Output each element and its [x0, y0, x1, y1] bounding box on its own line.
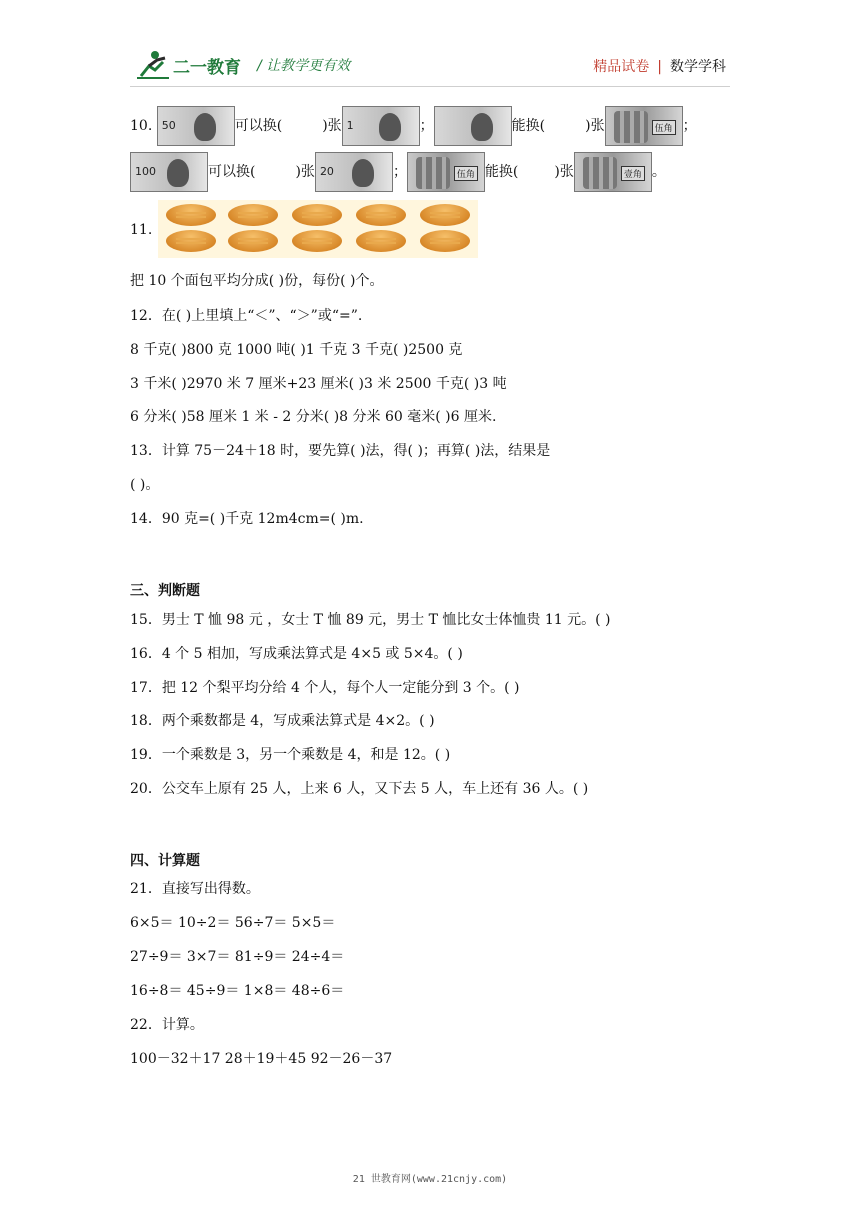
q19-text: 19．一个乘数是 3，另一个乘数是 4，和是 12。( ): [130, 747, 451, 763]
section-calculation-title: 四、计算题: [130, 853, 200, 869]
bread-icon: [292, 204, 342, 226]
section-judgement-title: 三、判断题: [130, 583, 200, 599]
q20-text: 20．公交车上原有 25 人，上来 6 人，又下去 5 人，车上还有 36 人。( ): [130, 781, 589, 797]
q14-text: 14．90 克=( )千克 12m4cm=( )m.: [130, 511, 364, 527]
bread-icon: [228, 230, 278, 252]
q10-number: 10.: [130, 118, 153, 134]
q10-text: ；: [419, 118, 434, 134]
header-right: [593, 56, 726, 76]
q21-row-3: 16÷8＝ 45÷9＝ 1×8＝ 48÷6＝: [130, 983, 345, 999]
q18-text: 18．两个乘数都是 4，写成乘法算式是 4×2。( ): [130, 713, 435, 729]
note-value: 壹角: [621, 166, 645, 181]
header-tag-premium: 精品试卷: [593, 59, 650, 75]
q10-text: 可以换(: [208, 164, 256, 180]
bread-icon: [356, 230, 406, 252]
q10-text: ；: [682, 118, 697, 134]
bread-image: [158, 200, 478, 258]
banknote-50-yuan: [157, 106, 235, 146]
q12-row-3: 6 分米( )58 厘米 1 米 - 2 分米( )8 分米 60 毫米( )6 厘米.: [130, 409, 497, 425]
banknote-5-jiao: [605, 106, 683, 146]
q10-line-1: [130, 106, 697, 146]
bread-icon: [228, 204, 278, 226]
bread-icon: [356, 204, 406, 226]
logo-text: 二一教育: [173, 57, 241, 78]
q22-row: 100－32＋17 28＋19＋45 92－26－37: [130, 1051, 393, 1067]
bread-icon: [420, 204, 470, 226]
banknote-1-jiao: [574, 152, 652, 192]
q21-title: 21．直接写出得数。: [130, 881, 260, 897]
q21-row-1: 6×5＝ 10÷2＝ 56÷7＝ 5×5＝: [130, 915, 336, 931]
q13-line-1: 13．计算 75－24＋18 时，要先算( )法，得( )；再算( )法，结果是: [130, 443, 551, 459]
header-subject: 数学学科: [670, 59, 726, 75]
q10-text: 能换(: [484, 164, 519, 180]
q10-text: 可以换(: [234, 118, 283, 134]
q15-text: 15．男士 T 恤 98 元 ，女士 T 恤 89 元，男士 T 恤比女士体恤贵 11 元。( ): [130, 612, 611, 628]
q10-line-2: [130, 152, 666, 192]
q10-text: 。: [651, 164, 666, 180]
q16-text: 16．4 个 5 相加，写成乘法算式是 4×5 或 5×4。( ): [130, 646, 463, 662]
q10-text: )张: [554, 164, 574, 180]
note-value: 100: [135, 165, 156, 178]
note-value: 50: [161, 119, 176, 132]
q10-text: )张: [295, 164, 315, 180]
q21-row-2: 27÷9＝ 3×7＝ 81÷9＝ 24÷4＝: [130, 949, 345, 965]
header-divider: |: [657, 59, 662, 75]
q17-text: 17．把 12 个梨平均分给 4 个人，每个人一定能分到 3 个。( ): [130, 680, 520, 696]
note-value: 20: [319, 165, 334, 178]
site-logo: [135, 50, 350, 80]
q11-number: 11.: [130, 222, 153, 238]
note-value: 伍角: [652, 120, 676, 135]
page-footer: 21 世教育网(www.21cnjy.com): [352, 1174, 508, 1185]
banknote-1-yuan-b: [434, 106, 512, 146]
bread-icon: [166, 204, 216, 226]
bread-icon: [166, 230, 216, 252]
q10-text: )张: [585, 118, 605, 134]
note-value: 1: [346, 119, 354, 132]
q12-row-1: 8 千克( )800 克 1000 吨( )1 千克 3 千克( )2500 克: [130, 342, 463, 358]
q10-text: ；: [392, 164, 407, 180]
q10-text: )张: [322, 118, 342, 134]
banknote-5-jiao-b: [407, 152, 485, 192]
q22-title: 22．计算。: [130, 1017, 204, 1033]
bread-icon: [292, 230, 342, 252]
banknote-20-yuan: [315, 152, 393, 192]
q10-text: 能换(: [511, 118, 546, 134]
banknote-100-yuan: [130, 152, 208, 192]
q13-line-2: ( )。: [130, 477, 160, 493]
runner-logo-icon: [135, 50, 171, 80]
header-rule: [130, 86, 730, 87]
q11-text: 把 10 个面包平均分成( )份，每份( )个。: [130, 273, 384, 289]
bread-icon: [420, 230, 470, 252]
q12-row-2: 3 千米( )2970 米 7 厘米+23 厘米( )3 米 2500 千克( )3 吨: [130, 376, 507, 392]
slogan: / 让教学更有效: [257, 58, 351, 74]
q12-title: 12．在( )上里填上“＜”、“＞”或“=”.: [130, 308, 363, 324]
banknote-1-yuan: [342, 106, 420, 146]
note-value: 伍角: [454, 166, 478, 181]
